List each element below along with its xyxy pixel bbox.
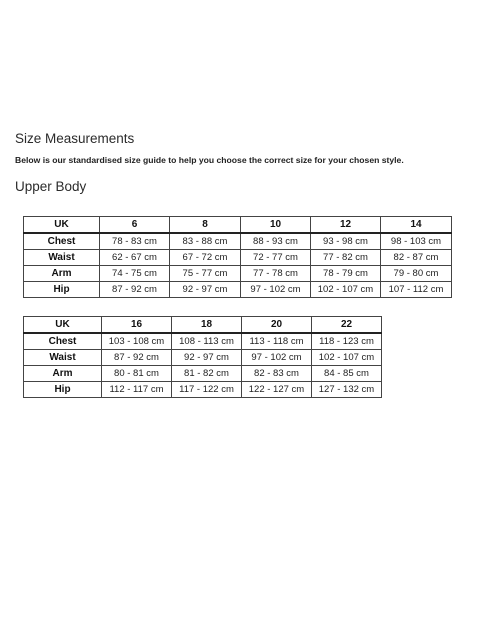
table-cell: 113 - 118 cm: [242, 333, 312, 350]
table-cell: 75 - 77 cm: [170, 266, 241, 282]
table-cell: 102 - 107 cm: [311, 282, 381, 298]
header-cell: 14: [381, 217, 452, 234]
table-row: [24, 333, 382, 350]
header-cell: UK: [24, 217, 100, 234]
table-row: [24, 366, 382, 382]
header-cell: 18: [172, 317, 242, 334]
table-cell: 98 - 103 cm: [381, 233, 452, 250]
table-row: [24, 350, 382, 366]
size-table-small: [23, 216, 452, 298]
header-cell: 22: [312, 317, 382, 334]
table-header-row: [24, 317, 382, 334]
table-row: [24, 282, 452, 298]
table-cell: 92 - 97 cm: [172, 350, 242, 366]
row-label: Hip: [24, 282, 100, 298]
table-cell: 92 - 97 cm: [170, 282, 241, 298]
row-label: Hip: [24, 382, 102, 398]
table-cell: 122 - 127 cm: [242, 382, 312, 398]
table-cell: 117 - 122 cm: [172, 382, 242, 398]
row-label: Arm: [24, 366, 102, 382]
header-cell: 16: [102, 317, 172, 334]
table-cell: 62 - 67 cm: [100, 250, 170, 266]
table-cell: 102 - 107 cm: [312, 350, 382, 366]
table-cell: 97 - 102 cm: [241, 282, 311, 298]
table-cell: 112 - 117 cm: [102, 382, 172, 398]
header-cell: 10: [241, 217, 311, 234]
table-cell: 84 - 85 cm: [312, 366, 382, 382]
table-cell: 87 - 92 cm: [102, 350, 172, 366]
table-cell: 78 - 79 cm: [311, 266, 381, 282]
table-cell: 108 - 113 cm: [172, 333, 242, 350]
table-cell: 127 - 132 cm: [312, 382, 382, 398]
row-label: Chest: [24, 333, 102, 350]
row-label: Arm: [24, 266, 100, 282]
intro-text: Below is our standardised size guide to help you choose the correct size for your chosen style.: [15, 155, 404, 165]
header-cell: 8: [170, 217, 241, 234]
table-cell: 88 - 93 cm: [241, 233, 311, 250]
table-cell: 118 - 123 cm: [312, 333, 382, 350]
table-row: [24, 382, 382, 398]
table-cell: 82 - 87 cm: [381, 250, 452, 266]
table-cell: 103 - 108 cm: [102, 333, 172, 350]
table-cell: 82 - 83 cm: [242, 366, 312, 382]
table-header-row: [24, 217, 452, 234]
header-cell: 20: [242, 317, 312, 334]
header-cell: UK: [24, 317, 102, 334]
table-cell: 78 - 83 cm: [100, 233, 170, 250]
page-title: Size Measurements: [15, 131, 135, 146]
size-table-large: [23, 316, 382, 398]
table-row: [24, 250, 452, 266]
table-cell: 67 - 72 cm: [170, 250, 241, 266]
table-cell: 72 - 77 cm: [241, 250, 311, 266]
table-cell: 80 - 81 cm: [102, 366, 172, 382]
table-row: [24, 233, 452, 250]
table-cell: 97 - 102 cm: [242, 350, 312, 366]
table-cell: 77 - 82 cm: [311, 250, 381, 266]
table-cell: 77 - 78 cm: [241, 266, 311, 282]
table-cell: 93 - 98 cm: [311, 233, 381, 250]
section-title: Upper Body: [15, 179, 87, 194]
row-label: Waist: [24, 250, 100, 266]
row-label: Chest: [24, 233, 100, 250]
table-row: [24, 266, 452, 282]
table-cell: 79 - 80 cm: [381, 266, 452, 282]
header-cell: 12: [311, 217, 381, 234]
table-cell: 74 - 75 cm: [100, 266, 170, 282]
header-cell: 6: [100, 217, 170, 234]
table-cell: 107 - 112 cm: [381, 282, 452, 298]
table-cell: 81 - 82 cm: [172, 366, 242, 382]
table-cell: 87 - 92 cm: [100, 282, 170, 298]
row-label: Waist: [24, 350, 102, 366]
table-cell: 83 - 88 cm: [170, 233, 241, 250]
